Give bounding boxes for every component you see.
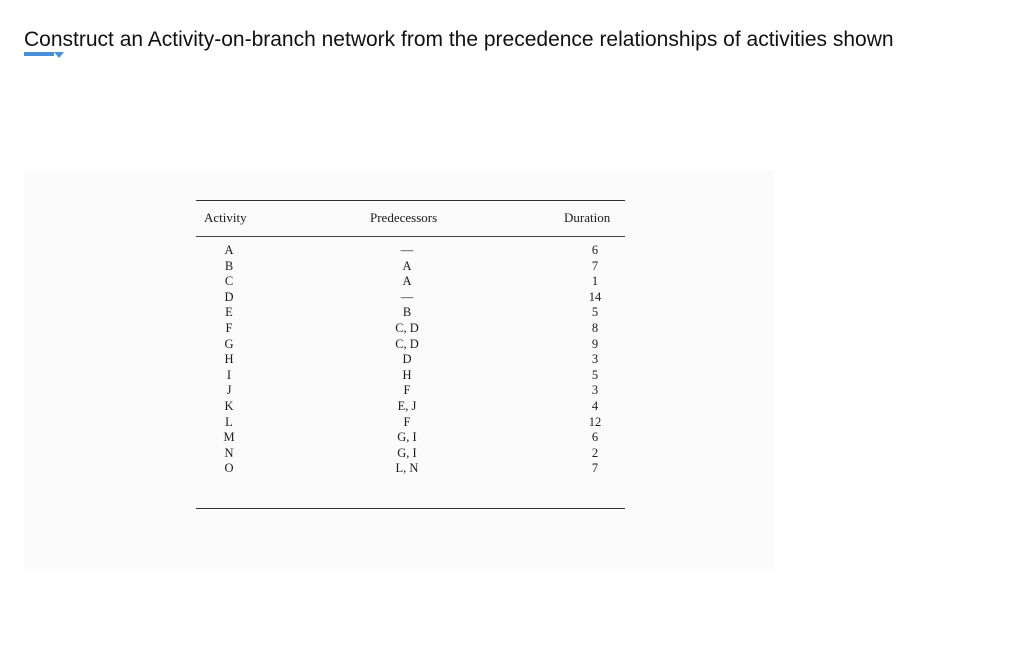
predecessors-cell: H bbox=[402, 367, 412, 382]
table-row bbox=[196, 430, 625, 446]
predecessors-cell: C, D bbox=[395, 336, 419, 351]
duration-cell: 8 bbox=[591, 320, 599, 335]
activity-cell: K bbox=[224, 398, 234, 413]
activity-cell: C bbox=[224, 274, 234, 289]
table-row bbox=[196, 399, 625, 415]
duration-cell: 6 bbox=[591, 430, 599, 445]
activity-cell: O bbox=[224, 461, 234, 476]
activity-cell: H bbox=[224, 352, 234, 367]
duration-cell: 9 bbox=[591, 336, 599, 351]
table-row bbox=[196, 383, 625, 399]
table-row bbox=[196, 446, 625, 462]
header-activity: Activity bbox=[204, 210, 247, 225]
activity-cell: B bbox=[224, 258, 234, 273]
duration-cell: 7 bbox=[591, 461, 599, 476]
duration-cell: 3 bbox=[591, 383, 599, 398]
table-row bbox=[196, 305, 625, 321]
chevron-down-icon bbox=[54, 52, 64, 58]
table-row bbox=[196, 337, 625, 353]
table-row bbox=[196, 243, 625, 259]
table-row bbox=[196, 259, 625, 275]
activity-cell: A bbox=[224, 243, 234, 257]
duration-cell: 14 bbox=[588, 289, 602, 304]
duration-cell: 1 bbox=[591, 274, 599, 289]
predecessors-cell: A bbox=[402, 258, 412, 273]
activity-cell: E bbox=[225, 305, 233, 320]
activity-cell: L bbox=[225, 414, 233, 429]
activity-cell: J bbox=[226, 383, 232, 398]
duration-cell: 2 bbox=[591, 445, 599, 460]
predecessors-cell: D bbox=[402, 352, 412, 367]
table-row bbox=[196, 368, 625, 384]
duration-cell: 5 bbox=[591, 305, 599, 320]
table-body bbox=[196, 243, 625, 477]
table-bottom-rule bbox=[196, 508, 625, 509]
table-row bbox=[196, 415, 625, 431]
table-row bbox=[196, 321, 625, 337]
table-row bbox=[196, 290, 625, 306]
predecessors-cell: F bbox=[403, 383, 411, 398]
predecessors-cell: L, N bbox=[395, 461, 419, 476]
predecessors-cell: B bbox=[402, 305, 412, 320]
table-row bbox=[196, 461, 625, 477]
duration-cell: 12 bbox=[588, 414, 602, 429]
duration-cell: 4 bbox=[591, 398, 599, 413]
activity-cell: N bbox=[224, 445, 234, 460]
activity-cell: D bbox=[224, 289, 234, 304]
question-text: Construct an Activity-on-branch network from the precedence relationships of activities shown bbox=[24, 28, 894, 51]
predecessors-cell: C, D bbox=[395, 320, 419, 335]
predecessors-cell: — bbox=[400, 289, 414, 304]
activity-cell: F bbox=[225, 320, 233, 335]
predecessors-cell: G, I bbox=[397, 445, 417, 460]
header-predecessors: Predecessors bbox=[370, 210, 438, 225]
activity-cell: I bbox=[226, 367, 232, 382]
table-row bbox=[196, 274, 625, 290]
predecessors-cell: — bbox=[400, 243, 414, 257]
duration-cell: 6 bbox=[591, 243, 599, 257]
table-header-rule bbox=[196, 236, 625, 237]
activity-cell: G bbox=[224, 336, 234, 351]
table-top-rule bbox=[196, 200, 625, 201]
duration-cell: 5 bbox=[591, 367, 599, 382]
predecessors-cell: F bbox=[403, 414, 411, 429]
duration-cell: 7 bbox=[591, 258, 599, 273]
activity-cell: M bbox=[223, 430, 235, 445]
predecessors-cell: E, J bbox=[397, 398, 417, 413]
predecessors-cell: G, I bbox=[397, 430, 417, 445]
edit-marker-icon[interactable] bbox=[24, 52, 64, 60]
predecessors-cell: A bbox=[402, 274, 412, 289]
table-row bbox=[196, 352, 625, 368]
duration-cell: 3 bbox=[591, 352, 599, 367]
marker-bar bbox=[24, 52, 54, 56]
header-duration: Duration bbox=[564, 210, 611, 225]
